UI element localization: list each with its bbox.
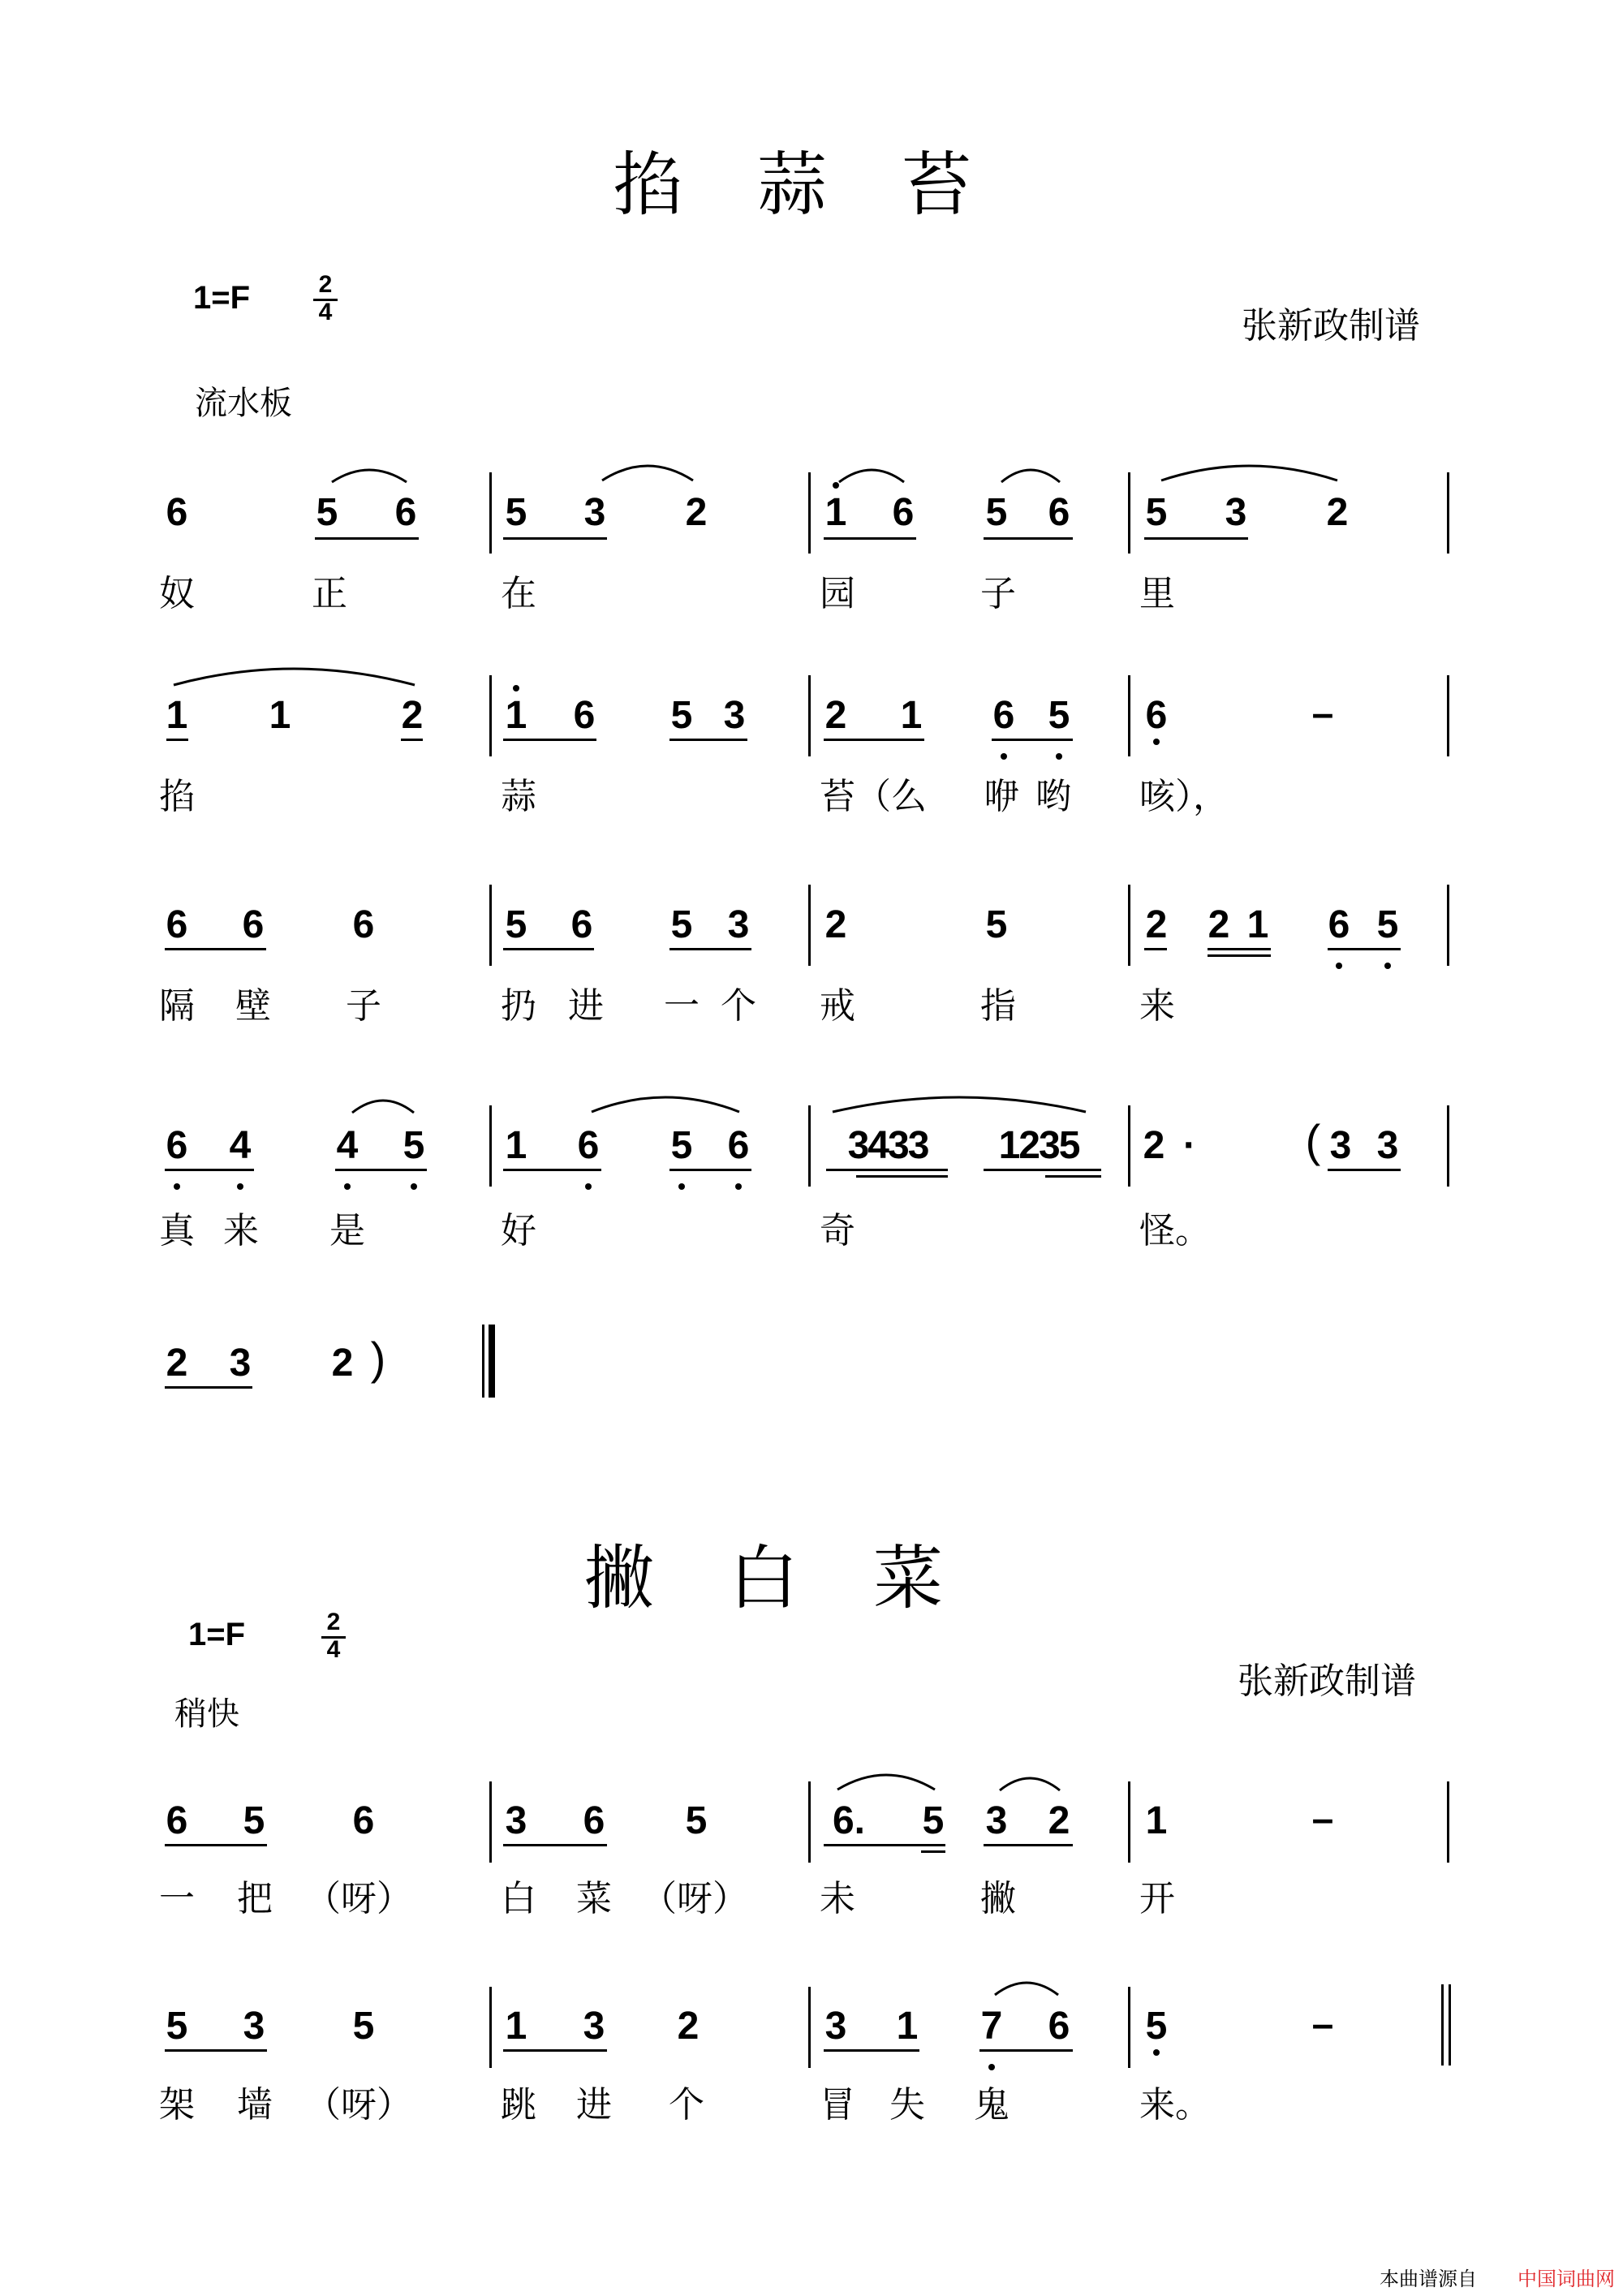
- note: 6: [727, 1124, 750, 1167]
- slur: [834, 1765, 938, 1793]
- underline: [503, 537, 607, 540]
- song1-composer: 张新政制谱: [1242, 305, 1420, 347]
- note: 2: [824, 694, 847, 737]
- barline: [1128, 885, 1130, 966]
- lyric: 来: [223, 1210, 259, 1251]
- note: 3: [985, 1799, 1008, 1842]
- note: 6: [1048, 491, 1070, 534]
- low-dot: [678, 1183, 685, 1190]
- note: 1: [824, 491, 847, 534]
- slur: [170, 659, 418, 688]
- underline: [1208, 948, 1271, 950]
- note: 5: [243, 1799, 265, 1842]
- note: 4: [336, 1124, 359, 1167]
- barline: [1128, 1105, 1130, 1187]
- underline: [503, 1844, 607, 1846]
- note: 5: [403, 1124, 425, 1167]
- low-dot: [237, 1183, 243, 1190]
- note: 3: [723, 694, 746, 737]
- note: 3: [505, 1799, 527, 1842]
- underline: [669, 948, 751, 950]
- note: 5: [685, 1799, 708, 1842]
- note: 6: [352, 1799, 375, 1842]
- final-barline-thick: [489, 1325, 495, 1398]
- time-bottom: 4: [326, 1636, 341, 1663]
- lyric: 开: [1139, 1878, 1175, 1919]
- lyric: 墙: [237, 2084, 273, 2126]
- lyric: 子: [346, 985, 381, 1027]
- slur: [599, 456, 696, 484]
- lyric: 进: [576, 2084, 612, 2126]
- barline: [489, 472, 492, 554]
- note: 1: [505, 1124, 527, 1167]
- note: 6: [394, 491, 417, 534]
- note: 3: [229, 1342, 252, 1385]
- lyric: 冒: [820, 2084, 855, 2126]
- barline: [808, 675, 811, 756]
- lyric: 苔（么: [820, 776, 927, 817]
- note: –: [1311, 1798, 1334, 1841]
- slur: [836, 461, 907, 485]
- slur: [349, 1092, 417, 1116]
- note: 1: [505, 694, 527, 737]
- note: 1235: [998, 1124, 1079, 1167]
- low-dot: [1056, 753, 1062, 760]
- note: 1: [896, 2005, 919, 2048]
- note: 5: [670, 1124, 693, 1167]
- note: 2: [1145, 903, 1168, 946]
- barline: [808, 1105, 811, 1187]
- note: 2: [166, 1342, 188, 1385]
- barline: [808, 885, 811, 966]
- note: 5: [316, 491, 338, 534]
- note: 3: [243, 2005, 265, 2048]
- underline: [1208, 954, 1271, 957]
- underline: [1045, 1175, 1101, 1178]
- slur: [329, 461, 410, 485]
- note: 2: [401, 694, 424, 737]
- lyric: 奴: [159, 573, 195, 614]
- underline: [166, 739, 188, 741]
- paren-open: (: [1305, 1115, 1321, 1166]
- song1-key: 1=F: [193, 280, 251, 316]
- song2-key: 1=F: [188, 1617, 246, 1652]
- barline: [489, 1105, 492, 1187]
- low-dot: [411, 1183, 417, 1190]
- footer-site-link[interactable]: 中国词曲网: [1518, 2268, 1615, 2290]
- note: 3: [583, 2005, 605, 2048]
- note: 1: [505, 2005, 527, 2048]
- underline: [984, 537, 1073, 540]
- lyric: 菜: [576, 1878, 612, 1919]
- barline: [808, 472, 811, 554]
- note: 2: [677, 2005, 700, 2048]
- footer-source: 本曲谱源自: [1380, 2268, 1477, 2290]
- note: 6: [352, 903, 375, 946]
- barline: [1447, 472, 1449, 554]
- note: 2: [331, 1342, 354, 1385]
- underline: [503, 948, 594, 950]
- barline: [808, 1987, 811, 2068]
- note: 5: [505, 903, 527, 946]
- note: 1: [900, 694, 923, 737]
- barline: [808, 1781, 811, 1863]
- final-barline-thin: [1441, 1984, 1444, 2066]
- lyric: 掐: [159, 776, 195, 817]
- note: 7: [980, 2005, 1003, 2048]
- lyric: 一: [664, 985, 700, 1027]
- barline: [1447, 1105, 1449, 1187]
- lyric: 壁: [235, 985, 271, 1027]
- underline: [165, 948, 266, 950]
- underline: [1328, 1169, 1401, 1171]
- note: 5: [505, 491, 527, 534]
- lyric: 里: [1139, 573, 1175, 614]
- lyric: 咳），: [1139, 776, 1229, 817]
- note: 5: [1376, 903, 1399, 946]
- lyric: 一: [159, 1878, 195, 1919]
- note: 6: [583, 1799, 605, 1842]
- lyric: 奇: [820, 1210, 855, 1251]
- note: 4: [229, 1124, 252, 1167]
- note: 3: [1376, 1124, 1399, 1167]
- note: –: [1311, 692, 1334, 735]
- lyric: 园: [820, 573, 855, 614]
- underline: [824, 2049, 919, 2052]
- underline: [1144, 948, 1167, 950]
- note: 6: [166, 903, 188, 946]
- lyric: 把: [237, 1878, 273, 1919]
- note: 3: [727, 903, 750, 946]
- underline: [979, 2049, 1073, 2052]
- note: 6: [992, 694, 1015, 737]
- underline: [824, 1844, 945, 1846]
- lyric: 哟: [1035, 776, 1071, 817]
- song2-composer: 张新政制谱: [1238, 1661, 1416, 1702]
- low-dot: [174, 1183, 180, 1190]
- note: 5: [985, 491, 1008, 534]
- lyric: 未: [820, 1878, 855, 1919]
- underline: [1144, 537, 1248, 540]
- underline: [165, 2049, 267, 2052]
- lyric: （呀）: [305, 1878, 412, 1919]
- final-barline-thin: [482, 1325, 484, 1398]
- underline: [503, 2049, 607, 2052]
- time-bottom: 4: [318, 299, 333, 325]
- note: 6: [166, 1799, 188, 1842]
- slur: [1158, 456, 1341, 484]
- note: 6.: [832, 1799, 866, 1842]
- lyric: 鬼: [974, 2084, 1010, 2126]
- underline: [992, 739, 1073, 741]
- note: 2: [1048, 1799, 1070, 1842]
- note: 3: [1329, 1124, 1352, 1167]
- underline: [984, 1169, 1101, 1171]
- note: 1: [166, 694, 188, 737]
- barline: [1128, 675, 1130, 756]
- lyric: 怪。: [1139, 1210, 1211, 1251]
- note: 6: [242, 903, 265, 946]
- lyric: 子: [980, 573, 1016, 614]
- note: 5: [1145, 491, 1168, 534]
- note: 2: [1143, 1124, 1165, 1167]
- low-dot: [344, 1183, 351, 1190]
- lyric: 失: [889, 2084, 925, 2126]
- lyric: （呀）: [305, 2084, 412, 2126]
- underline: [826, 1169, 948, 1171]
- paren-close: ): [370, 1333, 386, 1384]
- barline: [1447, 885, 1449, 966]
- note: 6: [1048, 2005, 1070, 2048]
- slur: [588, 1088, 743, 1115]
- underline: [669, 1169, 751, 1171]
- lyric: 个: [721, 985, 756, 1027]
- barline: [1128, 1987, 1130, 2068]
- barline: [489, 675, 492, 756]
- note: 5: [670, 903, 693, 946]
- barline: [1447, 1781, 1449, 1863]
- note: 5: [1048, 694, 1070, 737]
- lyric: 隔: [159, 985, 195, 1027]
- note: 6: [570, 903, 593, 946]
- song1-tempo: 流水板: [195, 385, 292, 422]
- slur: [998, 461, 1063, 485]
- barline: [489, 1781, 492, 1863]
- note: 2: [824, 903, 847, 946]
- underline: [401, 739, 423, 741]
- time-top: 2: [326, 1609, 341, 1635]
- underline: [984, 1844, 1073, 1846]
- underline: [315, 537, 419, 540]
- underline: [165, 1844, 267, 1846]
- note: 1: [1145, 1799, 1168, 1842]
- slur: [997, 1769, 1063, 1794]
- lyric: 进: [568, 985, 604, 1027]
- slur: [992, 1974, 1061, 1998]
- lyric: 撇: [980, 1878, 1016, 1919]
- song2-title: 撇白菜: [584, 1538, 1018, 1619]
- low-dot: [1384, 963, 1391, 969]
- note: 3: [824, 2005, 847, 2048]
- lyric: 好: [501, 1210, 536, 1251]
- note: 5: [1145, 2005, 1168, 2048]
- note: 2: [1326, 491, 1349, 534]
- barline: [489, 1987, 492, 2068]
- note: 1: [1246, 903, 1269, 946]
- lyric: 跳: [501, 2084, 536, 2126]
- lyric: 在: [501, 573, 536, 614]
- note: 2: [1208, 903, 1230, 946]
- low-dot: [988, 2064, 995, 2070]
- underline: [335, 1169, 427, 1171]
- lyric: 白: [501, 1878, 536, 1919]
- barline: [1128, 472, 1130, 554]
- note: 3433: [847, 1124, 928, 1167]
- song2-tempo: 稍快: [174, 1695, 239, 1733]
- low-dot: [1153, 739, 1160, 745]
- low-dot: [1001, 753, 1007, 760]
- lyric: 来。: [1139, 2084, 1211, 2126]
- note: 3: [583, 491, 606, 534]
- slur: [829, 1088, 1089, 1115]
- note: 6: [166, 1124, 188, 1167]
- underline: [856, 1175, 948, 1178]
- lyric: 正: [312, 573, 347, 614]
- time-top: 2: [318, 271, 333, 298]
- barline: [1128, 1781, 1130, 1863]
- lyric: 架: [159, 2084, 195, 2126]
- lyric: 个: [669, 2084, 704, 2126]
- note: 6: [577, 1124, 600, 1167]
- underline: [824, 537, 916, 540]
- underline: [824, 739, 924, 741]
- underline: [669, 739, 747, 741]
- note: ·: [1183, 1124, 1196, 1167]
- barline: [489, 885, 492, 966]
- note: 5: [985, 903, 1008, 946]
- note: 5: [166, 2005, 188, 2048]
- underline: [503, 739, 596, 741]
- note: 5: [922, 1799, 945, 1842]
- lyric: 指: [980, 985, 1016, 1027]
- lyric: 戒: [820, 985, 855, 1027]
- lyric: 咿: [984, 776, 1019, 817]
- lyric: 真: [159, 1210, 195, 1251]
- note: –: [1311, 2003, 1334, 2046]
- low-dot: [1153, 2049, 1160, 2056]
- note: 6: [573, 694, 596, 737]
- final-barline-thin: [1449, 1984, 1451, 2066]
- note: 3: [1225, 491, 1247, 534]
- note: 6: [166, 491, 188, 534]
- barline: [1447, 675, 1449, 756]
- low-dot: [735, 1183, 742, 1190]
- underline: [1328, 948, 1401, 950]
- note: 5: [352, 2005, 375, 2048]
- low-dot: [1336, 963, 1342, 969]
- underline: [503, 1169, 601, 1171]
- lyric: 来: [1139, 985, 1175, 1027]
- note: 6: [892, 491, 915, 534]
- note: 6: [1328, 903, 1350, 946]
- lyric: 蒜: [501, 776, 536, 817]
- underline: [165, 1386, 252, 1389]
- note: 6: [1145, 694, 1168, 737]
- note: 1: [269, 694, 291, 737]
- lyric: 扔: [501, 985, 536, 1027]
- note: 2: [685, 491, 708, 534]
- lyric: 是: [329, 1210, 365, 1251]
- song1-title: 掐蒜苔: [613, 144, 1046, 226]
- underline: [921, 1850, 945, 1853]
- underline: [165, 1169, 254, 1171]
- lyric: （呀）: [641, 1878, 748, 1919]
- note: 5: [670, 694, 693, 737]
- low-dot: [585, 1183, 592, 1190]
- high-dot: [513, 685, 519, 691]
